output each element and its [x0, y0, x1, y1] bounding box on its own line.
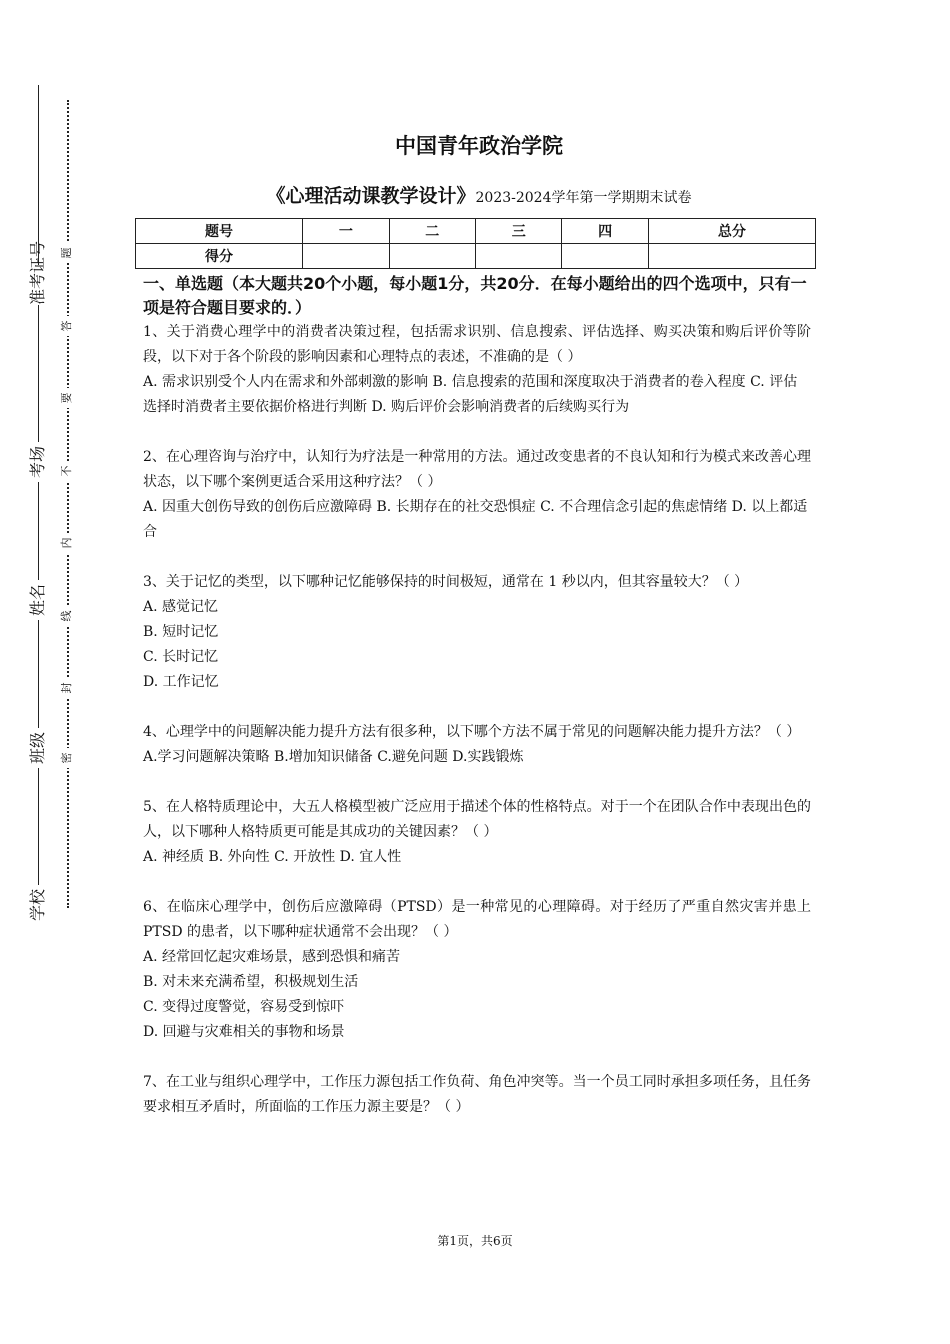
question-options: A. 因重大创伤导致的创伤后应激障碍 B. 长期存在的社交恐惧症 C. 不合理信念引起的焦虑情绪 D. 以上都适合 [143, 499, 808, 540]
score-input-cell [562, 244, 648, 269]
option-a: A. 感觉记忆 [143, 599, 219, 615]
score-table-score-row [136, 244, 816, 269]
label-exam-room: 考场 [28, 442, 48, 482]
seal-dotted-line [67, 100, 69, 908]
label-school: 学校 [28, 885, 48, 925]
question-item [143, 795, 811, 870]
page-number: 第1页，共6页 [437, 1234, 513, 1248]
seal-char: 答 [59, 316, 75, 336]
score-input-cell [389, 244, 475, 269]
option-d: D. 回避与灾难相关的事物和场景 [143, 1024, 345, 1040]
score-cell: 二 [389, 219, 475, 244]
exam-term: 2023-2024学年第一学期期末试卷 [475, 190, 692, 206]
seal-char: 内 [59, 533, 75, 553]
score-cell: 题号 [136, 219, 303, 244]
seal-char: 封 [59, 678, 75, 698]
question-item [143, 895, 811, 1045]
binding-margin [0, 0, 90, 1344]
seal-char: 要 [59, 388, 75, 408]
course-name: 《心理活动课教学设计》 [266, 185, 476, 207]
option-a: A. 经常回忆起灾难场景，感到恐惧和痛苦 [143, 949, 401, 965]
question-stem: 6、在临床心理学中，创伤后应激障碍（PTSD）是一种常见的心理障碍。对于经历了严重自然灾害并患上 PTSD 的患者，以下哪种症状通常不会出现？（ ） [143, 899, 811, 940]
score-cell: 三 [475, 219, 561, 244]
school-name: 中国青年政治学院 [395, 134, 563, 158]
score-table-header-row [136, 219, 816, 244]
score-input-cell [303, 244, 389, 269]
question-item [143, 570, 811, 695]
question-item [143, 445, 811, 545]
option-c: C. 变得过度警觉，容易受到惊吓 [143, 999, 345, 1015]
seal-char: 密 [59, 748, 75, 768]
option-b: B. 短时记忆 [143, 624, 219, 640]
label-name: 姓名 [28, 580, 48, 620]
question-item [143, 320, 811, 420]
exam-title [143, 181, 815, 208]
question-options: A. 神经质 B. 外向性 C. 开放性 D. 宜人性 [143, 849, 402, 865]
option-d: D. 工作记忆 [143, 674, 219, 690]
question-stem: 1、关于消费心理学中的消费者决策过程，包括需求识别、信息搜索、评估选择、购买决策和购后评价等阶段，以下对于各个阶段的影响因素和心理特点的表述，不准确的是（ ） [143, 324, 811, 365]
score-cell: 总分 [648, 219, 815, 244]
seal-char: 题 [59, 243, 75, 263]
score-table [135, 218, 816, 269]
question-options: A. 需求识别受个人内在需求和外部刺激的影响 B. 信息搜索的范围和深度取决于消费者的卷入程度 C. 评估选择时消费者主要依据价格进行判断 D. 购后评价会影响消费者的后续购买行为 [143, 374, 798, 415]
question-stem: 2、在心理咨询与治疗中，认知行为疗法是一种常用的方法。通过改变患者的不良认知和行为模式来改善心理状态，以下哪个案例更适合采用这种疗法？（ ） [143, 449, 811, 490]
question-list [143, 320, 811, 1145]
score-input-cell [648, 244, 815, 269]
seal-char: 线 [59, 606, 75, 626]
option-c: C. 长时记忆 [143, 649, 219, 665]
seal-char: 不 [59, 461, 75, 481]
question-options: A.学习问题解决策略 B.增加知识储备 C.避免问题 D.实践锻炼 [143, 749, 524, 765]
label-class: 班级 [28, 728, 48, 768]
label-exam-number: 准考证号 [28, 240, 47, 305]
question-stem: 4、心理学中的问题解决能力提升方法有很多种，以下哪个方法不属于常见的问题解决能力提升方法？（ ） [143, 724, 801, 740]
question-item [143, 720, 811, 770]
question-stem: 5、在人格特质理论中，大五人格模型被广泛应用于描述个体的性格特点。对于一个在团队合作中表现出色的人，以下哪种人格特质更可能是其成功的关键因素？（ ） [143, 799, 811, 840]
score-cell: 四 [562, 219, 648, 244]
question-stem: 7、在工业与组织心理学中，工作压力源包括工作负荷、角色冲突等。当一个员工同时承担多项任务，且任务要求相互矛盾时，所面临的工作压力源主要是？（ ） [143, 1074, 811, 1115]
score-cell: 一 [303, 219, 389, 244]
option-b: B. 对未来充满希望，积极规划生活 [143, 974, 359, 990]
question-item [143, 1070, 811, 1120]
binding-line [38, 85, 39, 920]
score-input-cell [475, 244, 561, 269]
score-cell: 得分 [136, 244, 303, 269]
section-heading: 一、单选题（本大题共20个小题，每小题1分，共20分．在每小题给出的四个选项中，只有一项是符合题目要求的．） [143, 274, 807, 317]
question-stem: 3、关于记忆的类型，以下哪种记忆能够保持的时间极短，通常在 1 秒以内，但其容量较大？（ ） [143, 574, 749, 590]
